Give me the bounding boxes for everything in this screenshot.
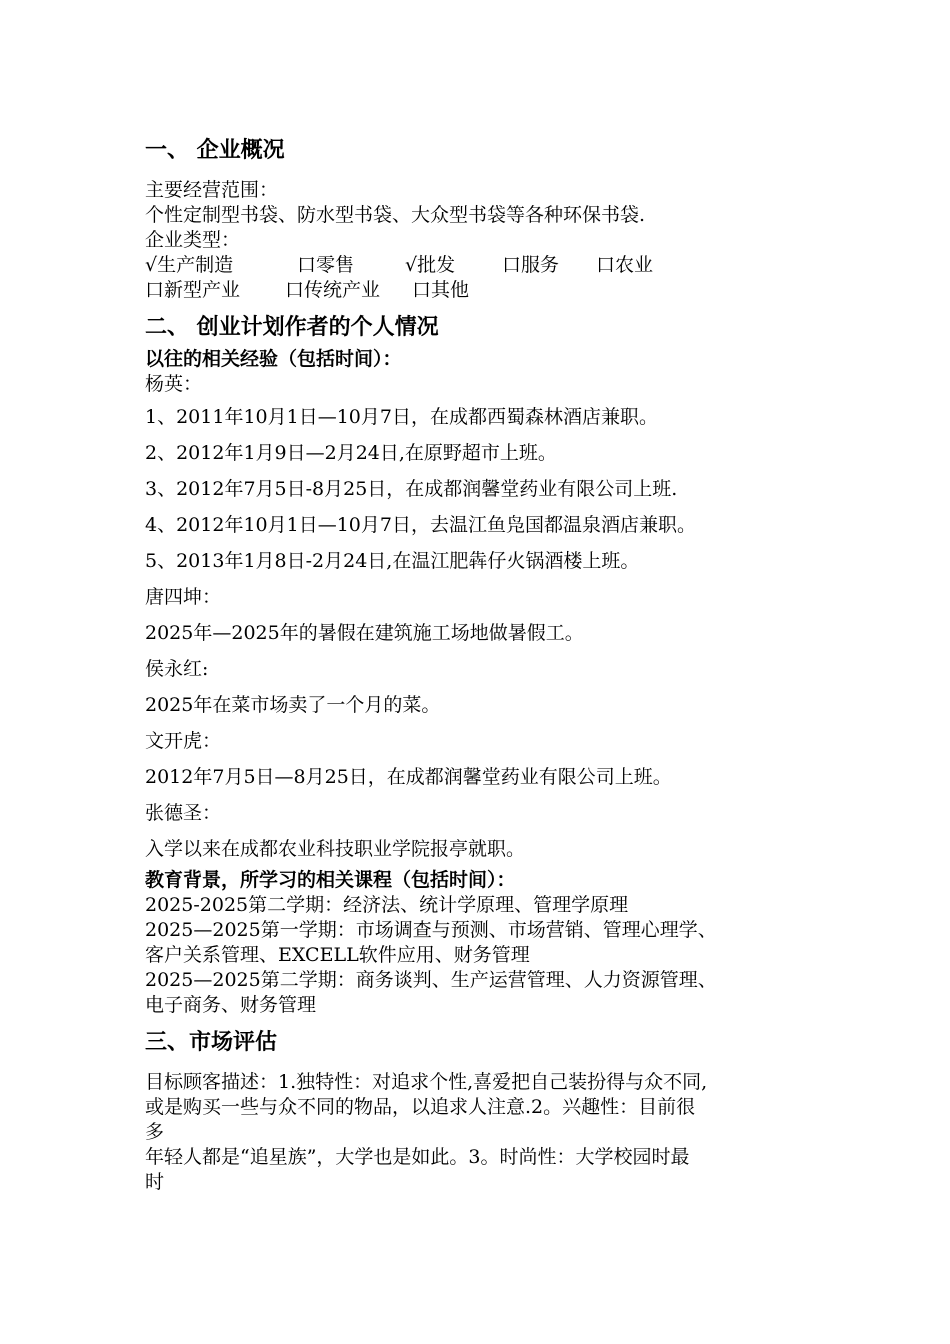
experience-item: 2025年—2025年的暑假在建筑施工场地做暑假工。 [145, 622, 584, 644]
type-agriculture: 口农业 [596, 254, 654, 276]
experience-item: 4、2012年10月1日—10月7日，去温江鱼凫国都温泉酒店兼职。 [145, 514, 696, 536]
person-name: 杨英： [145, 373, 203, 395]
experience-item: 2012年7月5日—8月25日，在成都润馨堂药业有限公司上班。 [145, 766, 672, 788]
education-line: 2025-2025第二学期：经济法、统计学原理、管理学原理 [145, 894, 629, 916]
types-row-1 [145, 253, 830, 278]
education-line: 电子商务、财务管理 [145, 994, 317, 1016]
experience-item: 2025年在菜市场卖了一个月的菜。 [145, 694, 441, 716]
type-other: 口其他 [412, 279, 470, 301]
type-wholesale: √批发 [405, 254, 456, 276]
experience-item: 1、2011年10月1日—10月7日，在成都西蜀森林酒店兼职。 [145, 406, 658, 428]
type-service: 口服务 [502, 254, 560, 276]
education-line: 2025—2025第二学期：商务谈判、生产运营管理、人力资源管理、 [145, 969, 717, 991]
experience-item: 5、2013年1月8日-2月24日,在温江肥犇仔火锅酒楼上班。 [145, 550, 640, 572]
market-line: 时 [145, 1171, 165, 1193]
market-line: 目标顾客描述：1.独特性：对追求个性,喜爱把自己装扮得与众不同, [145, 1071, 708, 1093]
section-2-title: 二、 创业计划作者的个人情况 [145, 315, 439, 340]
scope-text: 个性定制型书袋、防水型书袋、大众型书袋等各种环保书袋. [145, 204, 646, 226]
types-row-2 [145, 278, 830, 303]
scope-label: 主要经营范围： [145, 179, 279, 201]
experience-heading: 以往的相关经验（包括时间）： [145, 348, 402, 370]
education-line: 2025—2025第一学期：市场调查与预测、市场营销、管理心理学、 [145, 919, 717, 941]
market-line: 多 [145, 1121, 165, 1143]
type-new-industry: 口新型产业 [145, 279, 241, 301]
type-traditional-industry: 口传统产业 [285, 279, 381, 301]
person-name: 文开虎： [145, 730, 222, 752]
section-1-title: 一、 企业概况 [145, 138, 285, 163]
experience-item: 3、2012年7月5日-8月25日，在成都润馨堂药业有限公司上班. [145, 478, 678, 500]
experience-item: 2、2012年1月9日—2月24日,在原野超市上班。 [145, 442, 557, 464]
person-name: 张德圣： [145, 802, 222, 824]
market-line: 或是购买一些与众不同的物品，以追求人注意.2。兴趣性：目前很 [145, 1096, 696, 1118]
education-line: 客户关系管理、EXCELL软件应用、财务管理 [145, 944, 530, 966]
type-retail: 口零售 [297, 254, 355, 276]
market-line: 年轻人都是“追星族”，大学也是如此。3。时尚性：大学校园时最 [145, 1146, 690, 1168]
education-heading: 教育背景，所学习的相关课程（包括时间）： [145, 869, 516, 891]
section-3-title: 三、市场评估 [145, 1030, 278, 1055]
type-manufacturing: √生产制造 [145, 254, 234, 276]
person-name: 侯永红: [145, 658, 209, 680]
experience-item: 入学以来在成都农业科技职业学院报亭就职。 [145, 838, 526, 860]
person-name: 唐四坤： [145, 586, 222, 608]
type-label: 企业类型： [145, 229, 241, 251]
